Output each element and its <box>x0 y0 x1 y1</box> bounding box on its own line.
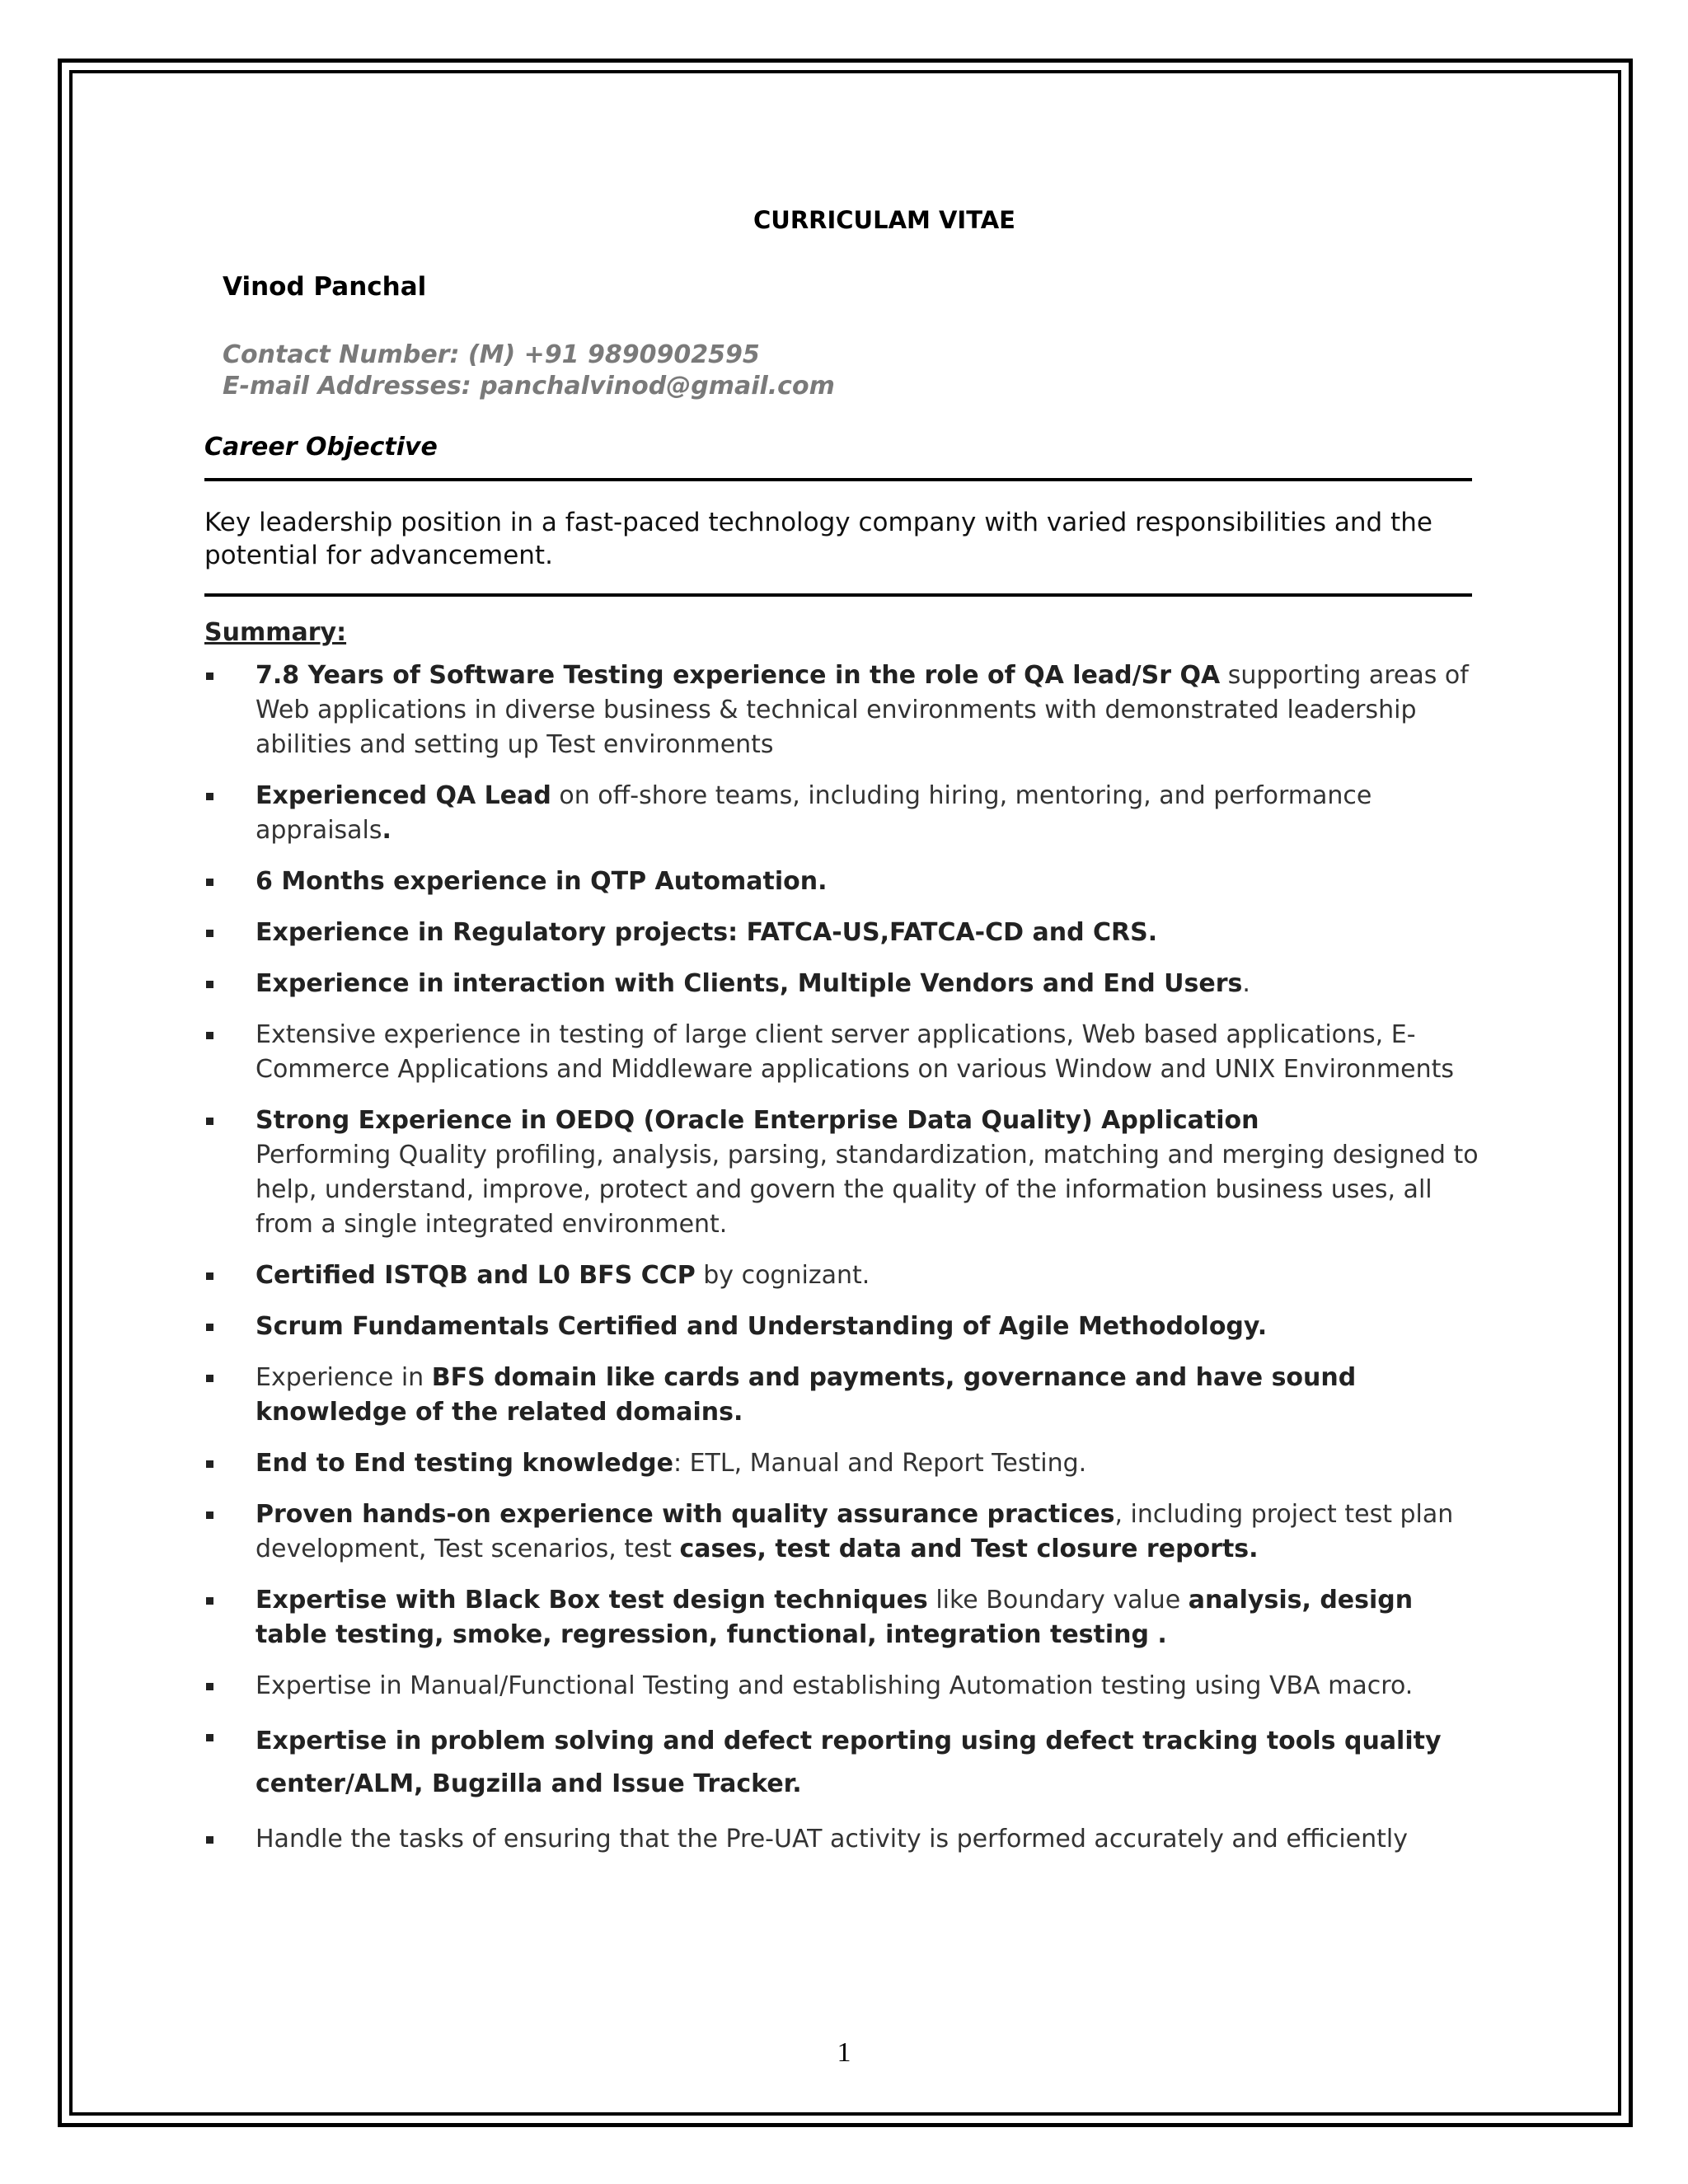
list-item <box>204 967 1490 1001</box>
resume-content <box>204 198 1490 1873</box>
contact-number: Contact Number: (M) +91 9890902595 <box>223 340 760 369</box>
list-item <box>204 1669 1490 1704</box>
list-item <box>204 865 1490 899</box>
bullet-bold-text: 6 Months experience in QTP Automation. <box>256 867 828 896</box>
bullet-bold-text: analysis, design table testing, smoke, regression, functional, integration testing . <box>256 1586 1414 1649</box>
bullet-text: Expertise in Manual/Functional Testing and establishing Automation testing using VBA macro. <box>256 1671 1414 1700</box>
bullet-bold-text: Scrum Fundamentals Certified and Understanding of Agile Methodology. <box>256 1312 1268 1341</box>
bullet-bold-text: . <box>382 816 392 845</box>
bullet-text: like Boundary value <box>927 1586 1189 1615</box>
bullet-text: Experience in <box>256 1363 432 1392</box>
bullet-bold-text: Proven hands-on experience with quality assurance practices <box>256 1500 1115 1529</box>
list-item <box>204 779 1490 848</box>
bullet-text: : ETL, Manual and Report Testing. <box>673 1449 1087 1478</box>
divider-top <box>204 478 1472 481</box>
bullet-text: Extensive experience in testing of large client server applications, Web based applications, E-Commerce Applications and Middleware applications on various Window and UNIX Environments <box>256 1020 1455 1084</box>
bullet-text: Handle the tasks of ensuring that the Pre-UAT activity is performed accurately and efficiently <box>256 1825 1408 1854</box>
bullet-bold-text: Experience in interaction with Clients, Multiple Vendors and End Users <box>256 969 1243 998</box>
contact-block <box>223 340 1490 402</box>
summary-list <box>204 658 1490 1857</box>
email-address: E-mail Addresses: panchalvinod@gmail.com <box>223 372 835 401</box>
bullet-bold-text: Strong Experience in OEDQ (Oracle Enterprise Data Quality) Application <box>256 1106 1259 1135</box>
divider-bottom <box>204 593 1472 597</box>
bullet-text: supporting areas of Web applications in diverse business & technical environments with demonstrated leadership abilities and setting up Test environments <box>256 661 1469 759</box>
list-item <box>204 1446 1490 1481</box>
bullet-bold-text: Certified ISTQB and L0 BFS CCP <box>256 1261 696 1290</box>
summary-heading: Summary: <box>204 618 347 647</box>
bullet-text: . <box>1242 969 1250 998</box>
bullet-bold-text: Expertise with Black Box test design techniques <box>256 1586 928 1615</box>
list-item <box>204 1720 1490 1806</box>
bullet-bold-text: 7.8 Years of Software Testing experience in the role of QA lead/Sr QA <box>256 661 1221 690</box>
list-item <box>204 1822 1490 1857</box>
bullet-bold-text: Experienced QA Lead <box>256 781 551 810</box>
list-item <box>204 1583 1490 1652</box>
career-objective-heading: Career Objective <box>204 433 438 462</box>
bullet-bold-text: Expertise in problem solving and defect reporting using defect tracking tools quality center/ALM, Bugzilla and Issue Tracker. <box>256 1727 1442 1798</box>
list-item <box>204 658 1490 762</box>
list-item <box>204 916 1490 950</box>
list-item <box>204 1104 1490 1242</box>
bullet-text: by cognizant. <box>695 1261 870 1290</box>
bullet-bold-text: BFS domain like cards and payments, governance and have sound knowledge of the related domains. <box>256 1363 1357 1427</box>
list-item <box>204 1310 1490 1344</box>
list-item <box>204 1018 1490 1087</box>
candidate-name: Vinod Panchal <box>223 272 427 302</box>
page-number: 1 <box>837 2037 851 2068</box>
bullet-text: Performing Quality profiling, analysis, parsing, standardization, matching and merging designed to help, understand, improve, protect and govern the quality of the information business uses, all from a single integrated environment. <box>256 1141 1479 1239</box>
bullet-text: on off-shore teams, including hiring, mentoring, and performance appraisals <box>256 781 1372 845</box>
bullet-bold-text: Experience in Regulatory projects: FATCA-US,FATCA-CD and CRS. <box>256 918 1158 947</box>
career-objective-text: Key leadership position in a fast-paced technology company with varied responsibilities and the potential for advancement. <box>204 508 1432 570</box>
bullet-text: , including project test plan development, Test scenarios, test <box>256 1500 1454 1563</box>
list-item <box>204 1258 1490 1293</box>
list-item <box>204 1361 1490 1430</box>
bullet-bold-text: cases, test data and Test closure reports. <box>679 1535 1259 1563</box>
document-title: CURRICULAM VITAE <box>753 206 1015 234</box>
list-item <box>204 1497 1490 1567</box>
bullet-bold-text: End to End testing knowledge <box>256 1449 673 1478</box>
